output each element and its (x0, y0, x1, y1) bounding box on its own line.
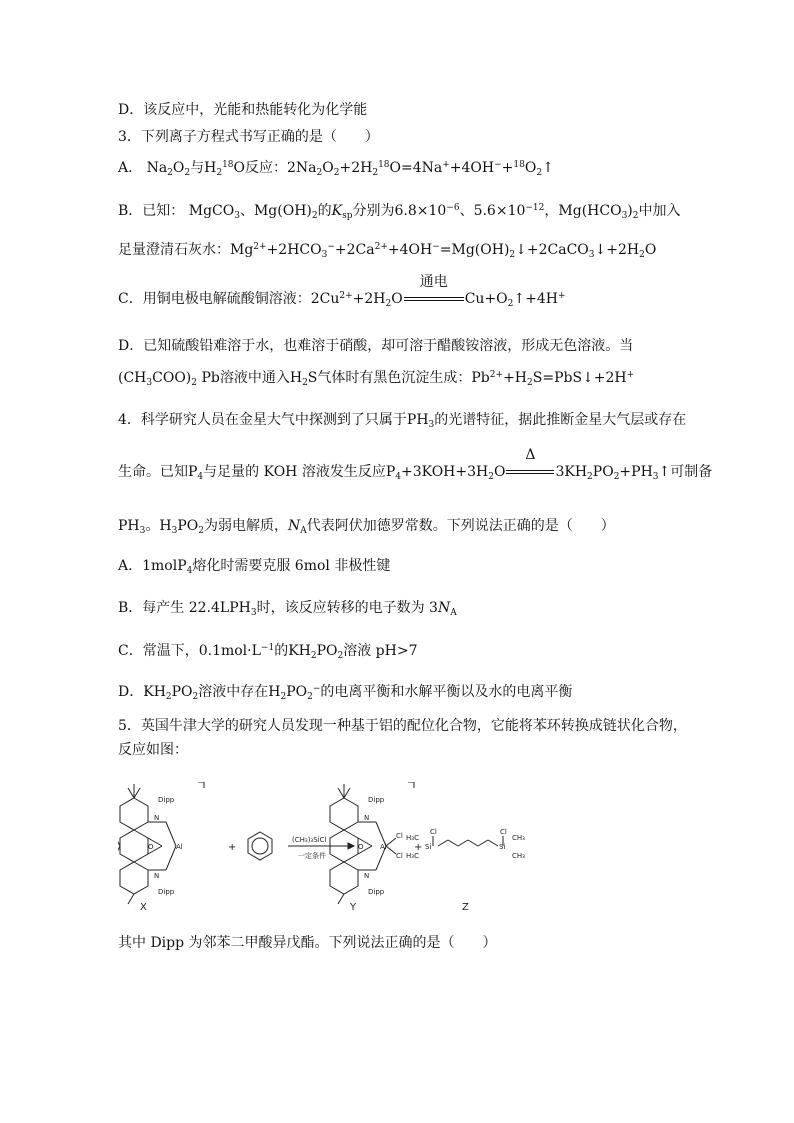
q5-stem-2: 反应如图： (118, 742, 188, 758)
y-n-bottom: N (364, 872, 370, 880)
q3-option-d-cont: $(CH_3COO)_2$ Pb溶液中通入$H_2S$气体时有黑色沉淀生成：$Pb^{2+}+H_2S=PbS↓+2H^+$ (118, 370, 635, 388)
q3-option-b-cont: 足量澄清石灰水：$Mg^{2+}+2HCO_3^-+2Ca^{2+}+4OH^-=Mg(OH)_2↓+2CaCO_3↓+2H_2O$ (118, 242, 657, 260)
q4-stem-2: 生命。已知$P_4$与足量的 KOH 溶液发生反应$P_4+3KOH+3H_2O$ Δ $3KH_2PO_2+PH_3↑$可制备 (118, 447, 713, 482)
y-cl-top: Cl (396, 832, 403, 840)
z-si-left: Si (425, 843, 432, 851)
condition-label: 一定条件 (298, 852, 326, 860)
q4-stem-3: $PH_3$。$H_3PO_2$为弱电解质，$N_A$代表阿伏加德罗常数。下列说法正确的是（ ） (118, 518, 615, 536)
q3-option-a: A． $Na_2O_2$与$H_2^{18}O$反应：$2Na_2O_2+2H_2^{18}O=4Na^++4OH^-+^{18}O_2↑$ (118, 160, 554, 178)
y-o: O (358, 843, 364, 851)
label-y: Y (350, 902, 357, 913)
z-ch3-bottom: CH₃ (512, 852, 525, 860)
z-si-right: Si (499, 843, 506, 851)
x-al: Al (176, 843, 183, 851)
z-ch3-top: CH₃ (512, 834, 525, 842)
x-o: O (148, 843, 154, 851)
y-dipp-top: Dipp (368, 796, 385, 804)
label-x: X (140, 902, 147, 913)
benzene-aromatic-circle (252, 838, 268, 854)
label-z: Z (462, 902, 469, 913)
q5-stem-3: 其中 Dipp 为邻苯二甲酸异戊酯。下列说法正确的是（ ） (118, 935, 497, 951)
plus-sign-1: + (228, 842, 237, 853)
y-cl-bottom: Cl (396, 852, 403, 860)
z-cl-right: Cl (500, 828, 507, 836)
heat-symbol: Δ (525, 447, 536, 463)
x-n-top: N (154, 814, 160, 822)
x-dipp-bottom: Dipp (158, 888, 175, 896)
q4-stem-1: 4．科学研究人员在金星大气中探测到了只属于$PH_3$的光谱特征，据此推断金星大气层或存在 (118, 412, 687, 430)
reagent-label: (CH₃)₃SiCl (292, 836, 327, 844)
q4-option-d: D．$KH_2PO_2$溶液中存在$H_2PO_2^-$的电离平衡和水解平衡以及水的电离平衡 (118, 684, 573, 702)
q4-option-a: A．1molP$_4$熔化时需要克服 6mol 非极性键 (118, 558, 391, 576)
arrow-head (348, 843, 354, 849)
z-h3c-top: H₃C (406, 834, 419, 842)
reaction-scheme (118, 782, 528, 914)
z-cl-left: Cl (430, 828, 437, 836)
q3-option-b: B．已知： MgCO$_3$、$Mg(OH)_2$的$K_{sp}$分别为$6.8\times 10^{-6}$、$5.6\times 10^{-12}$，$Mg(HCO_3)_2$中加入 (118, 203, 681, 221)
y-dipp-bottom: Dipp (368, 888, 385, 896)
x-dipp-top: Dipp (158, 796, 175, 804)
q5-stem-1: 5．英国牛津大学的研究人员发现一种基于铝的配位化合物，它能将苯环转换成链状化合物， (118, 718, 687, 734)
q3-option-c: C．用铜电极电解硫酸铜溶液：$2Cu^{2+}+2H_2O$ 通电 $Cu+O_2↑+4H^+$ (118, 274, 566, 309)
condition-text: 通电 (419, 274, 448, 290)
y-al: Al (380, 843, 387, 851)
q3-stem: 3．下列离子方程式书写正确的是（ ） (118, 129, 379, 145)
plus-sign-2: + (414, 842, 423, 853)
z-h3c-bottom: H₃C (406, 852, 419, 860)
q3-option-d: D．已知硫酸铅难溶于水，也难溶于硝酸，却可溶于醋酸铵溶液，形成无色溶液。当 (118, 338, 634, 354)
q2-option-d: D．该反应中，光能和热能转化为化学能 (118, 102, 368, 118)
x-n-bottom: N (154, 872, 160, 880)
q4-option-c: C．常温下，$0.1mol\cdot L^{-1}$的$KH_2PO_2$溶液 pH>7 (118, 643, 418, 661)
compound-z-structure (433, 836, 503, 846)
q4-option-b: B．每产生 $22.4LPH_3$时，该反应转移的电子数为 $3N_A$ (118, 600, 457, 618)
y-n-top: N (364, 814, 370, 822)
